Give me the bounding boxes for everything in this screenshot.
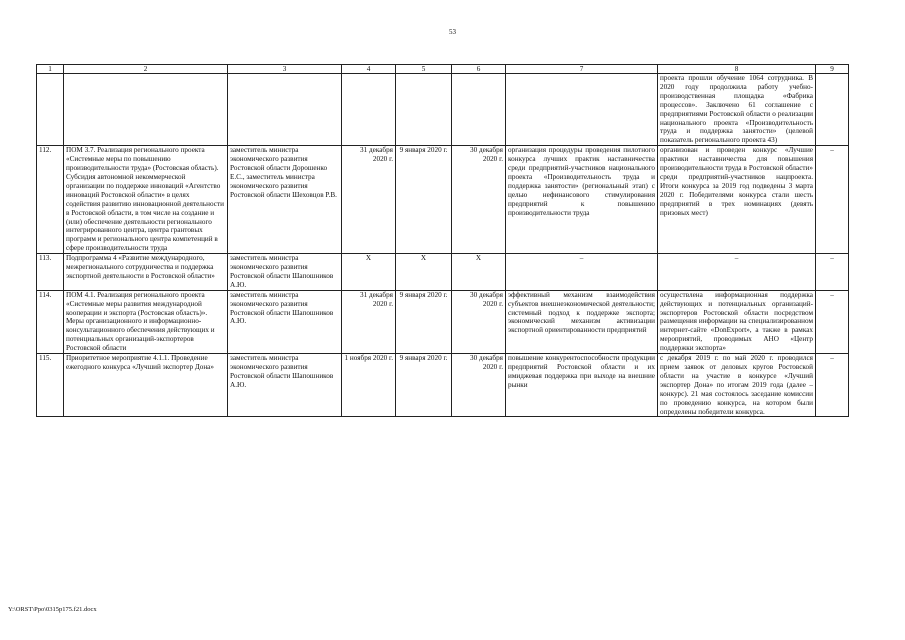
plan-date: 31 декабря 2020 г. xyxy=(342,290,396,353)
responsible: заместитель министра экономического развития Ростовской области Шапошников А.Ю. xyxy=(228,254,342,291)
event-name: ПОМ 4.1. Реализация регионального проекта «Системные меры развития международной кооперации и экспорта (Ростовская область)». Меры организационного и информационно-консультационного обеспечения действующих и потенциальных организаций-экспортеров Ростовской области xyxy=(64,290,228,353)
table-row-114 xyxy=(37,290,849,353)
continuation-row xyxy=(37,74,849,146)
plan-date: X xyxy=(342,254,396,291)
end-date: 30 декабря 2020 г. xyxy=(452,354,506,417)
expected-result: эффективный механизм взаимодействия субъектов внешнеэкономической деятельности; системный подход к поддержке экспорта; экономический механизм активизации экспортной ориентированности предприятий xyxy=(506,290,658,353)
col-header-4: 4 xyxy=(342,65,396,74)
continuation-actual: проекта прошли обучение 1064 сотрудника. В 2020 году продолжила работу учебно-производственная площадка «Фабрика процессов». Заключено 61 соглашение с предприятиями Ростовской области о реализации национального проекта «Производительность труда и поддержка занятости» (целевой показатель регионального проекта 43) xyxy=(658,74,816,146)
end-date: X xyxy=(452,254,506,291)
start-date: X xyxy=(396,254,452,291)
page-number: 53 xyxy=(449,28,456,36)
col-header-7: 7 xyxy=(506,65,658,74)
event-name: Подпрограмма 4 «Развитие международного, межрегионального сотрудничества и поддержка экспортной деятельности в Ростовской области» xyxy=(64,254,228,291)
end-date: 30 декабря 2020 г. xyxy=(452,290,506,353)
event-name: Приоритетное мероприятие 4.1.1. Проведение ежегодного конкурса «Лучший экспортер Дона» xyxy=(64,354,228,417)
row-number: 115. xyxy=(37,354,64,417)
col-header-3: 3 xyxy=(228,65,342,74)
end-date: 30 декабря 2020 г. xyxy=(452,146,506,254)
expected-result: – xyxy=(506,254,658,291)
table-row-115 xyxy=(37,354,849,417)
event-name: ПОМ 3.7. Реализация регионального проекта «Системные меры по повышению производительности труда» (Ростовская область). Субсидия автономной некоммерческой организации по поддержке инноваций «Агентство инноваций Ростовской области» в целях содействия развитию инновационной деятельности в Ростовской области, в том числе на создание и (или) обеспечение деятельности регионального интегрированного центра, центра грантовых программ и регионального центра компетенций в сфере производительности труда xyxy=(64,146,228,254)
col-header-1: 1 xyxy=(37,65,64,74)
row-number: 113. xyxy=(37,254,64,291)
notes: – xyxy=(816,354,849,417)
notes: – xyxy=(816,290,849,353)
actual-result: осуществлена информационная поддержка действующих и потенциальных организаций-экспортеров Ростовской области посредством размещения информации на специализированном интернет-сайте «DonExport», а также в рамках мероприятий, проводимых АНО «Центр поддержки экспорта» xyxy=(658,290,816,353)
responsible: заместитель министра экономического развития Ростовской области Шапошников А.Ю. xyxy=(228,290,342,353)
col-header-6: 6 xyxy=(452,65,506,74)
column-number-row xyxy=(37,65,849,74)
start-date: 9 января 2020 г. xyxy=(396,146,452,254)
row-number: 114. xyxy=(37,290,64,353)
col-header-8: 8 xyxy=(658,65,816,74)
col-header-9: 9 xyxy=(816,65,849,74)
table-row-112 xyxy=(37,146,849,254)
col-header-5: 5 xyxy=(396,65,452,74)
table-row-113 xyxy=(37,254,849,291)
responsible: заместитель министра экономического развития Ростовской области Шапошников А.Ю. xyxy=(228,354,342,417)
start-date: 9 января 2020 г. xyxy=(396,354,452,417)
notes: – xyxy=(816,146,849,254)
actual-result: организован и проведен конкурс «Лучшие практики наставничества для повышения производительности труда в Ростовской области» среди предприятий-участников нацпроекта. Итоги конкурса за 2019 год подведены 3 марта 2020 г. Победителями конкурса стали шесть предприятий в трех номинациях (девять призовых мест) xyxy=(658,146,816,254)
col-header-2: 2 xyxy=(64,65,228,74)
report-table xyxy=(36,64,849,417)
expected-result: организация процедуры проведения пилотного конкурса лучших практик наставничества среди предприятий-участников национального проекта «Производительность труда и поддержка занятости» (региональный этап) с целью нефинансового стимулирования предприятий к повышению производительности труда xyxy=(506,146,658,254)
actual-result: – xyxy=(658,254,816,291)
plan-date: 1 ноября 2020 г. xyxy=(342,354,396,417)
start-date: 9 января 2020 г. xyxy=(396,290,452,353)
plan-date: 31 декабря 2020 г. xyxy=(342,146,396,254)
notes: – xyxy=(816,254,849,291)
document-file-path: Y:\ORST\Ppo\0315p175.f21.docx xyxy=(8,606,97,613)
actual-result: с декабря 2019 г. по май 2020 г. проводился прием заявок от деловых кругов Ростовской области на участие в конкурсе «Лучший экспортер Дона» по итогам 2019 года (далее – конкурс). 21 мая состоялось заседание комиссии по проведению конкурса, на котором были определены победители конкурса. xyxy=(658,354,816,417)
responsible: заместитель министра экономического развития Ростовской области Дорошенко Е.С., заместитель министра экономического развития Ростовской области Шеховцов Р.В. xyxy=(228,146,342,254)
expected-result: повышение конкурентоспособности продукции предприятий Ростовской области и их имиджевая поддержка при выходе на внешние рынки xyxy=(506,354,658,417)
row-number: 112. xyxy=(37,146,64,254)
